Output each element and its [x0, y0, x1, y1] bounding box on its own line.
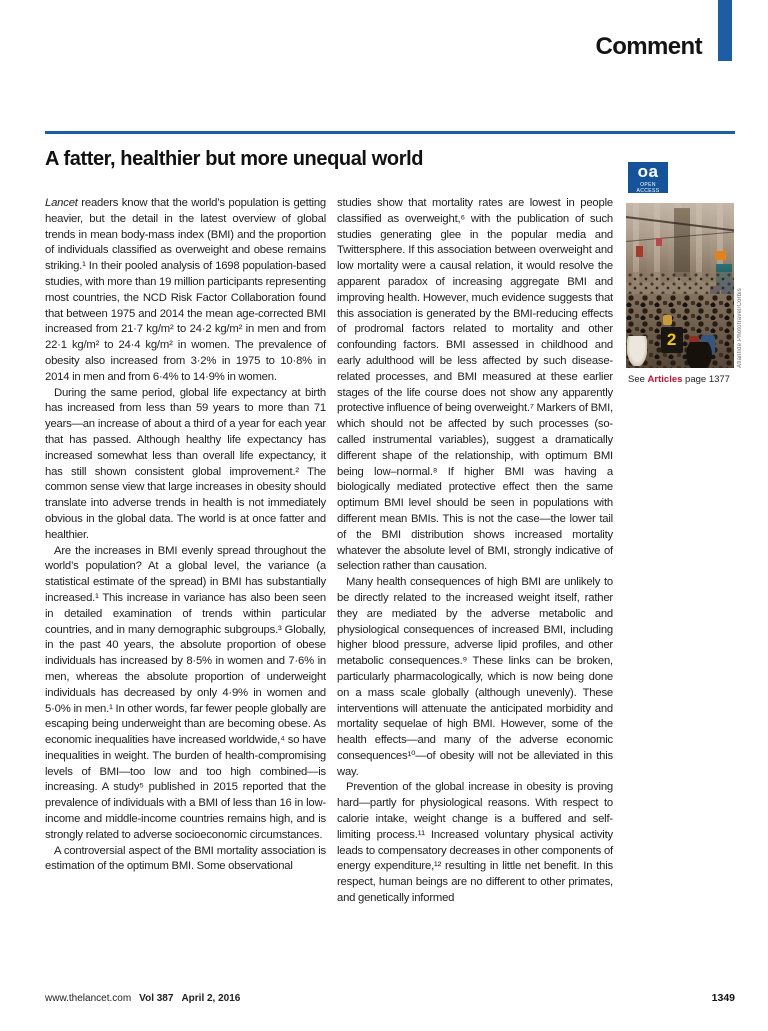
see-articles-note	[628, 374, 730, 385]
see-articles-prefix: See	[628, 374, 648, 385]
article-column-left	[45, 196, 326, 875]
open-access-label: OPEN ACCESS	[636, 182, 660, 194]
photo-red-flag	[656, 238, 662, 246]
photo-credit	[736, 203, 744, 368]
see-articles-suffix: page 1377	[682, 374, 730, 385]
photo-orange-sign	[715, 251, 726, 260]
paragraph: Lancet readers know that the world’s population is getting heavier, but the detail in the latest overview of global trends in mean body-mass index (BMI) and the proportion of individuals classified as overweight and obese remains striking.¹ In their pooled analysis of 1698 population-based studies, with more than 19 million participants representing most countries, the NCD Risk Factor Collaboration found that between 1975 and 2014 the mean age-corrected BMI increased from 21·7 kg/m² to 24·2 kg/m² in men and from 22·1 kg/m² to 24·4 kg/m² in women. The prevalence of obesity also increased from 3·2% in 1975 to 10·8% in 2014 in men and from 6·4% to 14·9% in women.	[45, 197, 326, 383]
paragraph: studies show that mortality rates are lowest in people classified as overweight,⁶ with the publication of such studies generating glee in the popular media and Twittersphere. If this association between overweight and low mortality were a causal relation, it would resolve the apparent paradox of increasing aggregate BMI and improving health. However, much evidence suggests that this association is generated by the BMI-reducing effects of prodromal factors related to mortality and other confounding factors. BMI assessed in childhood and early adulthood will be less affected by such disease-related processes, and BMI measured at these earlier stages of the life course does not show any apparently protective influence of being overweight.⁷ Markers of BMI, which should not be affected by such processes (so-called instrumental variables), suggest a dramatically different shape of the relationship, with optimum BMI being low–normal.⁸ If higher BMI was having a biologically mediated protective effect then the same optimum BMI level should be seen in populations with different mean BMIs. This is not the case—the lower tail of the BMI distribution shows increased mortality whatever the absolute level of BMI, strongly indicative of selection rather than causation.	[337, 197, 613, 573]
footer-site: www.thelancet.com	[45, 993, 132, 1004]
header-rule	[45, 131, 735, 134]
page-number: 1349	[711, 992, 735, 1004]
paragraph: Are the increases in BMI evenly spread throughout the world’s population? At a global level, the variance (a statistical estimate of the spread) in BMI has substantially increased.¹ This increase in variance has also been seen in detailed examination of trends within particular countries, and in many demographic subgroups.³ Globally, in the past 40 years, the absolute proportion of obese individuals has increased by 8·5% in women and 7·6% in men, whereas the absolute proportion of underweight individuals has decreased by only 4·9% in women and 5·0% in men.¹ In other words, far fewer people globally are escaping being underweight than are becoming obese. As economic inequalities have increased worldwide,⁴ so have inequalities in weight. The burden of health-compromising levels of BMI—too low and too high combined—is increasing. A study⁵ published in 2015 reported that the prevalence of individuals with a BMI of less than 16 in low-income and middle-income countries remains high, and is strongly related to adverse socioeconomic circumstances.	[45, 544, 326, 841]
open-access-badge[interactable]	[628, 162, 668, 193]
paragraph: During the same period, global life expectancy at birth has increased from less than 59 years to more than 71 years—an increase of about a third of a year for each year that has passed. Although healthy life expectancy has increased somewhat less than overall life expectancy, it has still shown consistent global improvement.² The common sense view that large increases in obesity should translate into adverse trends in health is not immediately obvious in the global data. The world is at once fatter and healthier.	[45, 386, 326, 541]
footer-info	[45, 993, 240, 1004]
footer-date: April 2, 2016	[181, 993, 241, 1004]
footer-volume: Vol 387	[139, 993, 174, 1004]
section-tab-bar	[718, 0, 732, 61]
photo-foreground-head	[686, 342, 712, 368]
paragraph: Prevention of the global increase in obesity is proving hard—partly for physiological reasons. With respect to calorie intake, weight change is a buffered and self-limiting process.¹¹ Increased voluntary physical activity leads to compensatory decreases in other components of energy expenditure,¹² resulting in little net benefit. In this respect, human beings are no different to other primates, and genetically informed	[337, 781, 613, 905]
photo-red-banner	[636, 246, 643, 257]
section-label: Comment	[595, 33, 702, 60]
article-title: A fatter, healthier but more unequal world	[45, 148, 424, 170]
article-column-right	[337, 196, 613, 907]
photo-figure-white-hijab	[627, 336, 647, 366]
photo-clothing-spot	[663, 315, 672, 325]
photo-tower	[674, 208, 690, 277]
photo-credit-text: Atlantide Phototravel/Corbis	[737, 288, 743, 368]
paragraph: A controversial aspect of the BMI mortality association is estimation of the optimum BMI. Some observational	[45, 844, 326, 873]
articles-link[interactable]: Articles	[647, 374, 683, 385]
street-market-photo	[626, 203, 734, 368]
paragraph: Many health consequences of high BMI are unlikely to be directly related to the increased weight itself, rather they are mediated by the adverse metabolic and physiological consequences of increased BMI, including higher blood pressure, adverse lipid profiles, and other metabolic consequences.⁹ These links can be broken, particularly pharmacologically, which is now being done on a mass scale globally (although unevenly). These interventions will attenuate the anticipated morbidity and mortality sequelae of high BMI. However, some of the health effects—and many of the adverse economic consequences¹⁰—of obesity will not be alleviated in this way.	[337, 576, 613, 778]
photo-sign: 2	[661, 327, 683, 353]
open-access-abbr: oa	[637, 162, 659, 181]
